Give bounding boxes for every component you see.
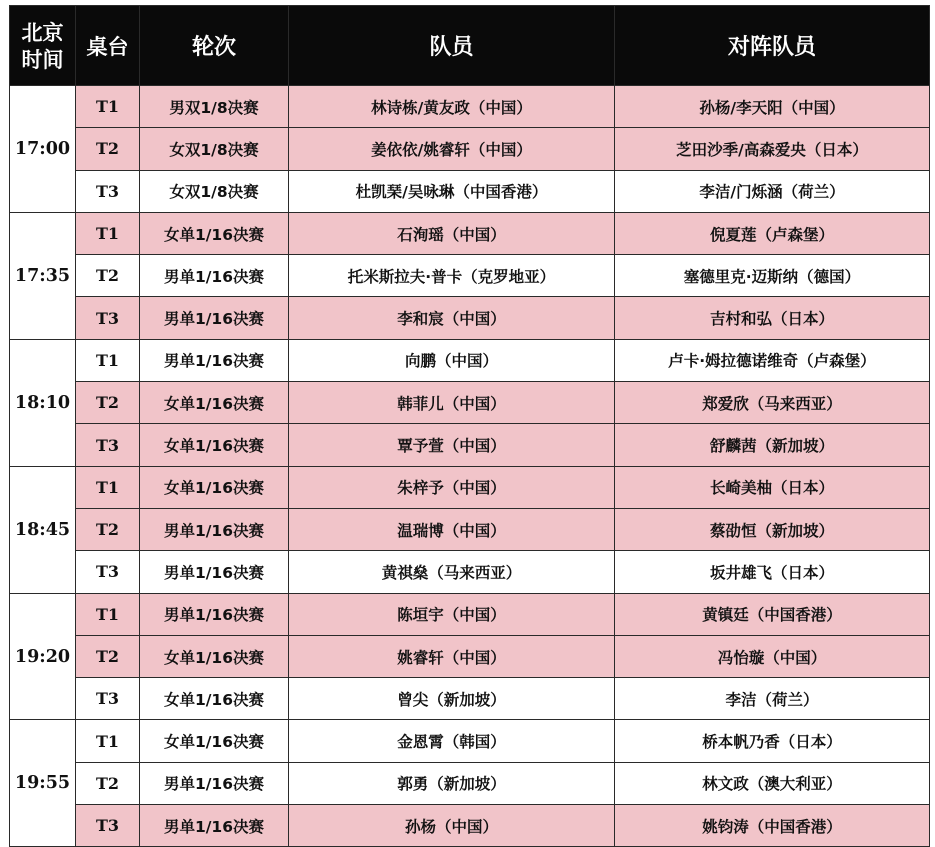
header-round: 轮次 <box>140 6 289 86</box>
player-names: 朱梓予（中国） <box>289 466 615 508</box>
match-round: 男单1/16决赛 <box>140 339 289 381</box>
table-number: T1 <box>76 720 140 762</box>
match-schedule-table <box>9 5 930 847</box>
table-row <box>10 424 930 466</box>
header-opponent: 对阵队员 <box>615 6 930 86</box>
opponent-names: 坂井雄飞（日本） <box>615 551 930 593</box>
table-number: T1 <box>76 86 140 128</box>
player-names: 覃予萱（中国） <box>289 424 615 466</box>
table-row <box>10 762 930 804</box>
player-names: 郭勇（新加坡） <box>289 762 615 804</box>
header-table: 桌台 <box>76 6 140 86</box>
table-number: T2 <box>76 762 140 804</box>
match-round: 男单1/16决赛 <box>140 297 289 339</box>
player-names: 林诗栋/黄友政（中国） <box>289 86 615 128</box>
opponent-names: 芝田沙季/高森爱央（日本） <box>615 128 930 170</box>
player-names: 石洵瑶（中国） <box>289 212 615 254</box>
match-time: 18:45 <box>10 466 76 593</box>
header-time-line2: 时间 <box>21 47 64 72</box>
match-time: 19:20 <box>10 593 76 720</box>
table-number: T2 <box>76 128 140 170</box>
player-names: 杜凯琹/吴咏琳（中国香港） <box>289 170 615 212</box>
table-row <box>10 86 930 128</box>
opponent-names: 蔡劭恒（新加坡） <box>615 508 930 550</box>
opponent-names: 冯怡璇（中国） <box>615 635 930 677</box>
opponent-names: 卢卡·姆拉德诺维奇（卢森堡） <box>615 339 930 381</box>
table-number: T1 <box>76 466 140 508</box>
match-round: 女单1/16决赛 <box>140 720 289 762</box>
player-names: 温瑞博（中国） <box>289 508 615 550</box>
player-names: 韩菲儿（中国） <box>289 382 615 424</box>
opponent-names: 塞德里克·迈斯纳（德国） <box>615 255 930 297</box>
opponent-names: 黄镇廷（中国香港） <box>615 593 930 635</box>
player-names: 黄祺燊（马来西亚） <box>289 551 615 593</box>
match-round: 女单1/16决赛 <box>140 424 289 466</box>
match-time: 17:35 <box>10 212 76 339</box>
opponent-names: 姚钧涛（中国香港） <box>615 805 930 847</box>
table-row <box>10 508 930 550</box>
player-names: 金恩霄（韩国） <box>289 720 615 762</box>
match-round: 女双1/8决赛 <box>140 128 289 170</box>
table-row <box>10 635 930 677</box>
match-round: 男单1/16决赛 <box>140 551 289 593</box>
opponent-names: 李洁（荷兰） <box>615 678 930 720</box>
match-round: 男单1/16决赛 <box>140 805 289 847</box>
table-number: T2 <box>76 382 140 424</box>
match-round: 女单1/16决赛 <box>140 382 289 424</box>
player-names: 陈垣宇（中国） <box>289 593 615 635</box>
table-header <box>10 6 930 86</box>
opponent-names: 舒麟茜（新加坡） <box>615 424 930 466</box>
table-row <box>10 551 930 593</box>
table-row <box>10 170 930 212</box>
header-row <box>10 6 930 86</box>
player-names: 李和宸（中国） <box>289 297 615 339</box>
opponent-names: 李洁/门烁涵（荷兰） <box>615 170 930 212</box>
table-row <box>10 593 930 635</box>
table-number: T3 <box>76 678 140 720</box>
table-number: T1 <box>76 212 140 254</box>
match-round: 男双1/8决赛 <box>140 86 289 128</box>
table-number: T3 <box>76 170 140 212</box>
match-time: 18:10 <box>10 339 76 466</box>
player-names: 姜依依/姚睿轩（中国） <box>289 128 615 170</box>
header-beijing-time <box>10 6 76 86</box>
match-round: 男单1/16决赛 <box>140 508 289 550</box>
table-row <box>10 128 930 170</box>
table-row <box>10 255 930 297</box>
match-round: 男单1/16决赛 <box>140 593 289 635</box>
table-number: T2 <box>76 255 140 297</box>
opponent-names: 林文政（澳大利亚） <box>615 762 930 804</box>
player-names: 向鹏（中国） <box>289 339 615 381</box>
player-names: 姚睿轩（中国） <box>289 635 615 677</box>
table-number: T1 <box>76 593 140 635</box>
player-names: 孙杨（中国） <box>289 805 615 847</box>
player-names: 曾尖（新加坡） <box>289 678 615 720</box>
player-names: 托米斯拉夫·普卡（克罗地亚） <box>289 255 615 297</box>
match-round: 女单1/16决赛 <box>140 678 289 720</box>
match-round: 男单1/16决赛 <box>140 762 289 804</box>
table-row <box>10 382 930 424</box>
table-row <box>10 678 930 720</box>
table-number: T3 <box>76 297 140 339</box>
header-time-line1: 北京 <box>21 20 64 45</box>
opponent-names: 孙杨/李天阳（中国） <box>615 86 930 128</box>
table-number: T3 <box>76 551 140 593</box>
schedule-body <box>10 86 930 847</box>
match-round: 女单1/16决赛 <box>140 635 289 677</box>
opponent-names: 长崎美柚（日本） <box>615 466 930 508</box>
opponent-names: 桥本帆乃香（日本） <box>615 720 930 762</box>
opponent-names: 郑爱欣（马来西亚） <box>615 382 930 424</box>
table-row <box>10 297 930 339</box>
opponent-names: 吉村和弘（日本） <box>615 297 930 339</box>
table-row <box>10 805 930 847</box>
match-round: 女单1/16决赛 <box>140 466 289 508</box>
table-row <box>10 212 930 254</box>
opponent-names: 倪夏莲（卢森堡） <box>615 212 930 254</box>
table-row <box>10 466 930 508</box>
table-row <box>10 339 930 381</box>
table-number: T2 <box>76 508 140 550</box>
match-round: 男单1/16决赛 <box>140 255 289 297</box>
match-round: 女单1/16决赛 <box>140 212 289 254</box>
match-time: 17:00 <box>10 86 76 213</box>
table-number: T3 <box>76 424 140 466</box>
table-number: T1 <box>76 339 140 381</box>
match-round: 女双1/8决赛 <box>140 170 289 212</box>
table-number: T2 <box>76 635 140 677</box>
table-row <box>10 720 930 762</box>
match-time: 19:55 <box>10 720 76 847</box>
table-number: T3 <box>76 805 140 847</box>
header-player: 队员 <box>289 6 615 86</box>
